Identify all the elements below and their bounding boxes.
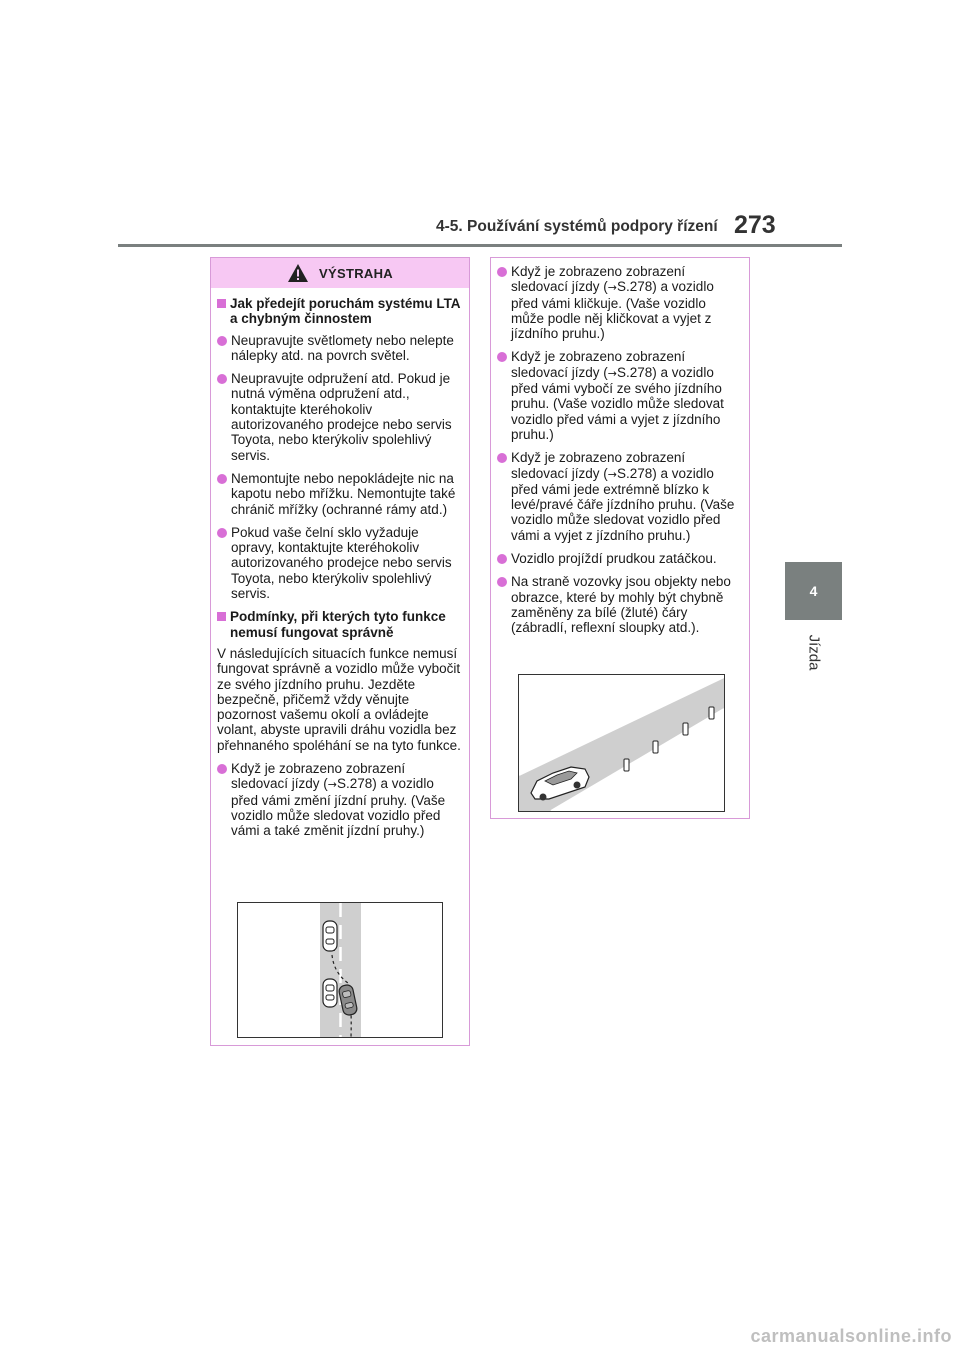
heading-prevent-malfunctions xyxy=(217,296,461,327)
bullet-dot-icon xyxy=(217,336,227,346)
chapter-title: Jízda xyxy=(804,634,822,670)
arrow-right-icon: → xyxy=(607,467,618,481)
list-item xyxy=(217,525,461,601)
list-item-text: Vozidlo projíždí prudkou zatáčkou. xyxy=(511,551,717,567)
heading-text: Jak předejít poruchám systému LTA a chybným činnostem xyxy=(230,296,461,327)
list-item-text: Když je zobrazeno zobrazení sledovací jízdy (→S.278) a vozidlo před vámi jede extrémně blízko k levé/pravé čáře jízdního pruhu. (Vaše vozidlo může sledovat vozidlo před vámi a vyjet z jízdního pruhu.) xyxy=(511,450,735,543)
list-item xyxy=(497,551,741,566)
list-item xyxy=(217,333,461,364)
chapter-title-vertical xyxy=(785,622,842,682)
header-divider xyxy=(118,244,842,247)
bullet-dot-icon xyxy=(217,474,227,484)
warning-triangle-icon xyxy=(287,263,309,283)
conditions-body xyxy=(491,258,749,636)
arrow-right-icon: → xyxy=(607,366,618,380)
lane-change-illustration xyxy=(237,902,443,1038)
bullet-dot-icon xyxy=(497,453,507,463)
arrow-right-icon: → xyxy=(327,778,338,792)
page-reference[interactable]: S.278 xyxy=(337,776,373,792)
lead-car-icon xyxy=(323,921,337,951)
list-item-text: Když je zobrazeno zobrazení sledovací jízdy (→S.278) a vozidlo před vámi změní jízdní pruhy. (Vaše vozidlo může sledovat vozidlo před vámi a také změnit jízdní pruhy.) xyxy=(231,761,446,839)
road-objects-illustration xyxy=(518,674,725,812)
list-item xyxy=(217,371,461,463)
list-item-text: Na straně vozovky jsou objekty nebo obrazce, které by mohly být chybně zaměněny za bílé (žluté) čáry (zábradlí, reflexní sloupky atd.). xyxy=(511,574,731,636)
warning-body xyxy=(211,288,469,839)
chapter-tab xyxy=(785,562,842,620)
square-bullet-icon xyxy=(217,299,226,308)
conditions-paragraph: V následujících situacích funkce nemusí fungovat správně a vozidlo může vybočit ze svého jízdního pruhu. Jezděte bezpečně, přičemž vždy věnujte pozornost vašemu okolí a ovládejte volant, abyste upravili dráhu vozidla bez přehnaného spoléhání se na tyto funkce. xyxy=(217,645,461,753)
section-title: 4-5. Používání systémů podpory řízení xyxy=(436,218,718,235)
chapter-number: 4 xyxy=(809,583,818,599)
parked-car-icon xyxy=(323,979,337,1007)
bullet-dot-icon xyxy=(497,577,507,587)
road-objects-drawing xyxy=(519,675,724,811)
warning-title: VÝSTRAHA xyxy=(319,265,393,281)
list-item xyxy=(217,471,461,517)
list-item xyxy=(497,264,741,341)
list-item-text: Neupravujte odpružení atd. Pokud je nutná výměna odpružení atd., kontaktujte kteréhokoliv autorizovaného prodejce nebo servis Toyota, nebo kterýkoliv spolehlivý servis. xyxy=(231,371,452,463)
bullet-dot-icon xyxy=(497,554,507,564)
list-item-text: Neupravujte světlomety nebo nelepte nálepky atd. na povrch světel. xyxy=(231,332,454,363)
bullet-dot-icon xyxy=(497,352,507,362)
list-item xyxy=(217,761,461,838)
list-item-text: Když je zobrazeno zobrazení sledovací jízdy (→S.278) a vozidlo před vámi vybočí ze svého jízdního pruhu. (Vaše vozidlo může sledovat vozidlo před vámi a vyjet z jízdního pruhu.) xyxy=(511,349,724,442)
list-item xyxy=(497,450,741,543)
arrow-right-icon: → xyxy=(607,281,618,295)
square-bullet-icon xyxy=(217,612,226,621)
page-reference[interactable]: S.278 xyxy=(617,279,653,295)
heading-text: Podmínky, při kterých tyto funkce nemusí fungovat správně xyxy=(230,609,446,640)
page-number: 273 xyxy=(734,211,776,239)
list-item-text: Pokud vaše čelní sklo vyžaduje opravy, kontaktujte kteréhokoliv autorizovaného prodejce nebo servis Toyota, nebo kterýkoliv spolehlivý servis. xyxy=(231,524,452,602)
lane-change-drawing xyxy=(238,903,442,1037)
list-item xyxy=(497,349,741,442)
bullet-dot-icon xyxy=(497,267,507,277)
bullet-dot-icon xyxy=(217,374,227,384)
list-item-text: Když je zobrazeno zobrazení sledovací jízdy (→S.278) a vozidlo před vámi kličkuje. (Vaše vozidlo může podle něj kličkovat a vyjet z jízdního pruhu.) xyxy=(511,264,714,342)
bullet-dot-icon xyxy=(217,528,227,538)
watermark: carmanualsonline.info xyxy=(750,1326,952,1346)
page-reference[interactable]: S.278 xyxy=(617,465,653,481)
bullet-dot-icon xyxy=(217,764,227,774)
warning-header xyxy=(211,258,469,288)
list-item-text: Nemontujte nebo nepokládejte nic na kapotu nebo mřížku. Nemontujte také chránič mřížky (ochranné rámy atd.) xyxy=(231,470,456,517)
heading-conditions xyxy=(217,609,461,640)
list-item xyxy=(497,574,741,635)
page-reference[interactable]: S.278 xyxy=(617,364,653,380)
